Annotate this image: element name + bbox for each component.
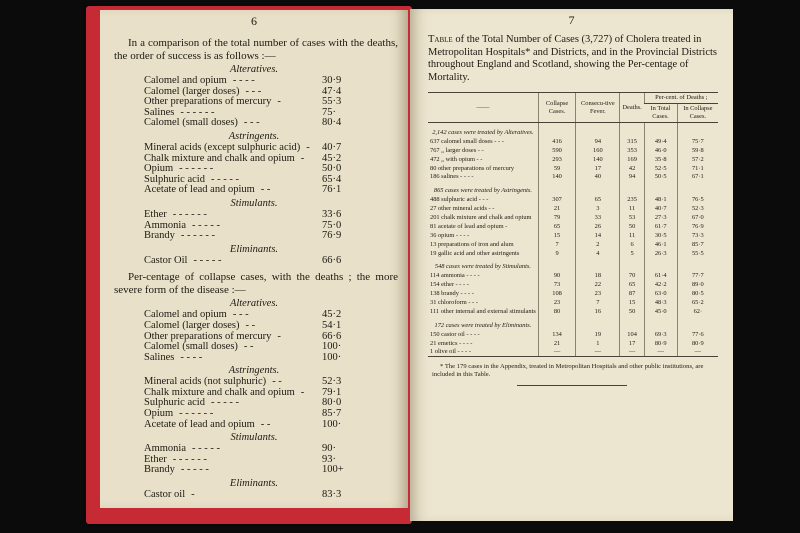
header-consecutive-fever: Consecu-tive Fever.	[576, 93, 620, 123]
collapse-percentage-list	[100, 298, 408, 500]
collapse-cases-cell: 307	[538, 195, 575, 204]
deaths-cell: 353	[620, 146, 644, 155]
header-collapse-cases: Collapse Cases.	[538, 93, 575, 123]
leader-dashes: - -	[260, 184, 271, 196]
remedy-label: Chalk mixture and chalk and opium	[144, 152, 295, 164]
left-page	[100, 10, 408, 508]
remedy-label: Opium	[144, 163, 174, 175]
group-heading-row	[428, 128, 718, 137]
consecutive-fever-cell: 94	[576, 137, 620, 146]
pct-total-cell: 69·3	[644, 330, 677, 339]
consecutive-fever-cell: 22	[576, 280, 620, 289]
group-heading-row	[428, 321, 718, 330]
group-heading-row	[428, 186, 718, 195]
remedy-label: Other preparations of mercury	[144, 330, 272, 342]
pct-collapse-cell: 89·0	[677, 280, 718, 289]
treatment-cell: 31 chloroform - - -	[430, 298, 478, 306]
remedy-label: Acetate of lead and opium	[144, 418, 255, 430]
header-in-total-cases: In Total Cases.	[644, 104, 677, 123]
consecutive-fever-cell: 4	[576, 249, 620, 258]
remedy-label: Chalk mixture and chalk and opium	[144, 386, 295, 398]
remedy-label: Brandy	[144, 230, 175, 242]
leader-dashes: - - - - -	[180, 464, 209, 476]
pct-total-cell: 61·4	[644, 271, 677, 280]
treatment-cell: 27 other mineral acids - -	[430, 205, 495, 213]
order-of-success-list	[100, 64, 408, 266]
consecutive-fever-cell: 26	[576, 222, 620, 231]
table-row	[428, 213, 718, 222]
remedy-value: 50·0	[322, 163, 342, 175]
remedy-label: Castor Oil	[144, 254, 188, 266]
pct-total-cell: 63·0	[644, 289, 677, 298]
leader-dashes: -	[277, 96, 281, 108]
treatment-cell: 80 other preparations of mercury	[430, 164, 515, 172]
collapse-cases-cell: 15	[538, 231, 575, 240]
collapse-intro-paragraph: Per-centage of collapse cases, with the deaths ; the more severe form of the disease :—	[114, 271, 398, 296]
header-deaths: Deaths.	[620, 93, 644, 123]
collapse-cases-cell: 9	[538, 249, 575, 258]
deaths-cell: 11	[620, 231, 644, 240]
collapse-cases-cell: 21	[538, 204, 575, 213]
leader-dashes: -	[191, 489, 195, 501]
table-row	[428, 298, 718, 307]
treatment-cell: 472 „ with opium - -	[430, 155, 483, 163]
pct-total-cell: 27·3	[644, 213, 677, 222]
table-row	[428, 289, 718, 298]
collapse-cases-cell: 23	[538, 298, 575, 307]
remedy-label: Sulphuric acid	[144, 397, 205, 409]
remedy-value: 65·4	[322, 173, 342, 185]
collapse-cases-cell: 293	[538, 155, 575, 164]
leader-dashes: - - - - - -	[180, 230, 216, 242]
section-heading: Astringents.	[228, 365, 280, 377]
collapse-cases-cell: 108	[538, 289, 575, 298]
consecutive-fever-cell: 40	[576, 172, 620, 181]
group-heading-row	[428, 262, 718, 271]
table-row	[428, 240, 718, 249]
consecutive-fever-cell: 65	[576, 195, 620, 204]
consecutive-fever-cell: 3	[576, 204, 620, 213]
pct-total-cell: 30·5	[644, 231, 677, 240]
section-heading: Alteratives.	[229, 298, 279, 310]
treatment-cell: 154 ether - - - -	[430, 281, 469, 289]
table-row	[428, 204, 718, 213]
pct-collapse-cell: 76·9	[677, 222, 718, 231]
pct-total-cell: 61·7	[644, 222, 677, 231]
table-title-lead: Table	[428, 34, 453, 45]
remedy-value: 80·0	[322, 397, 342, 409]
pct-collapse-cell: 73·3	[677, 231, 718, 240]
table-title	[410, 28, 733, 84]
page-number: 7	[568, 13, 575, 27]
deaths-cell: 315	[620, 137, 644, 146]
remedy-label: Calomel (larger doses)	[144, 319, 240, 331]
pct-collapse-cell: 76·5	[677, 195, 718, 204]
group-heading: 2,142 cases were treated by Alteratives.	[432, 128, 534, 136]
pct-collapse-cell: 55·5	[677, 249, 718, 258]
pct-collapse-cell: 52·3	[677, 204, 718, 213]
collapse-cases-cell: 140	[538, 172, 575, 181]
remedy-label: Ammonia	[144, 219, 186, 231]
remedy-value: 85·7	[322, 408, 342, 420]
remedy-label: Calomel (larger doses)	[144, 85, 240, 97]
pct-total-cell: 42·2	[644, 280, 677, 289]
pct-total-cell: 50·5	[644, 172, 677, 181]
table-row	[428, 137, 718, 146]
remedy-label: Ether	[144, 208, 167, 220]
consecutive-fever-cell: 7	[576, 298, 620, 307]
table-row	[428, 339, 718, 348]
collapse-cases-cell: 80	[538, 307, 575, 316]
remedy-value: 45·2	[322, 309, 342, 321]
remedy-label: Calomel and opium	[144, 75, 227, 86]
remedy-row	[100, 420, 408, 431]
leader-dashes: - - - - - -	[180, 106, 215, 118]
remedy-label: Salines	[144, 106, 175, 118]
pct-total-cell: 35·8	[644, 155, 677, 164]
deaths-cell: 6	[620, 240, 644, 249]
deaths-cell: 87	[620, 289, 644, 298]
leader-dashes: - -	[245, 319, 256, 331]
deaths-cell: 94	[620, 172, 644, 181]
pct-collapse-cell: 85·7	[677, 240, 718, 249]
remedy-label: Salines	[144, 351, 175, 363]
treatment-cell: 150 castor oil - - - -	[430, 330, 480, 338]
remedy-value: 79·1	[322, 386, 342, 398]
leader-dashes: -	[300, 152, 305, 164]
remedy-label: Brandy	[144, 464, 175, 476]
remedy-label: Ammonia	[144, 443, 186, 455]
remedy-value: 54·1	[322, 319, 342, 331]
remedy-label: Calomel and opium	[144, 309, 227, 321]
leader-dashes: - - - - - -	[172, 453, 207, 465]
treatment-cell: 21 emetics - - - -	[430, 339, 473, 347]
remedy-label: Calomel (small doses)	[144, 341, 238, 353]
deaths-cell: 50	[620, 222, 644, 231]
remedy-label: Acetate of lead and opium	[144, 184, 255, 196]
leader-dashes: -	[306, 141, 310, 153]
table-body	[428, 123, 718, 357]
remedy-value: 66·6	[322, 254, 342, 266]
section-heading: Eliminants.	[229, 243, 279, 255]
page-number: 6	[251, 14, 257, 28]
deaths-cell: 235	[620, 195, 644, 204]
deaths-cell: 53	[620, 213, 644, 222]
remedy-value: 52·3	[322, 376, 342, 388]
deaths-cell: 42	[620, 164, 644, 173]
consecutive-fever-cell: 2	[576, 240, 620, 249]
deaths-cell: 11	[620, 204, 644, 213]
remedy-value: 100+	[322, 464, 344, 476]
deaths-cell: 169	[620, 155, 644, 164]
pct-collapse-cell: 71·1	[677, 164, 718, 173]
pct-collapse-cell: 67·0	[677, 213, 718, 222]
header-percent-deaths: Per-cent. of Deaths ;	[644, 93, 718, 104]
collapse-cases-cell: 416	[538, 137, 575, 146]
table-row	[428, 330, 718, 339]
pct-total-cell: —	[644, 347, 677, 356]
collapse-cases-cell: 590	[538, 146, 575, 155]
leader-dashes: - -	[243, 341, 254, 353]
treatment-cell: 114 ammonia - - - -	[430, 272, 480, 280]
remedy-row	[100, 465, 408, 476]
treatment-cell: 767 „ larger doses - -	[430, 146, 484, 154]
group-heading: 865 cases were treated by Astringents.	[433, 187, 532, 195]
deaths-cell: 5	[620, 249, 644, 258]
remedy-label: Opium	[144, 408, 174, 420]
remedy-value: 75·	[322, 106, 336, 118]
table-row	[428, 164, 718, 173]
section-heading: Stimulants.	[230, 432, 278, 444]
treatment-cell: 36 opium - - - -	[430, 231, 470, 239]
remedy-value: 90·	[322, 443, 336, 455]
remedy-value: 66·6	[322, 330, 342, 342]
leader-dashes: - -	[260, 418, 271, 430]
remedy-value: 76·9	[322, 230, 342, 242]
consecutive-fever-cell: —	[576, 347, 620, 356]
collapse-cases-cell: 65	[538, 222, 575, 231]
remedy-label: Other preparations of mercury	[144, 96, 272, 108]
pct-total-cell: 45·0	[644, 307, 677, 316]
table-row	[428, 280, 718, 289]
deaths-cell: 104	[620, 330, 644, 339]
treatment-cell: 488 sulphuric acid - - -	[430, 196, 489, 204]
table-row	[428, 307, 718, 316]
deaths-cell: 70	[620, 271, 644, 280]
pct-collapse-cell: —	[677, 347, 718, 356]
table-row	[428, 222, 718, 231]
treatment-cell: 13 preparations of iron and alum	[430, 240, 514, 248]
leader-dashes: - - - - -	[192, 219, 220, 231]
remedy-row	[100, 353, 408, 364]
remedy-row	[100, 256, 408, 267]
table-row	[428, 155, 718, 164]
end-rule	[517, 385, 627, 386]
treatment-cell: 637 calomel small doses - - -	[430, 137, 504, 145]
remedy-value: 100·	[322, 341, 342, 353]
remedy-row	[100, 185, 408, 196]
consecutive-fever-cell: 14	[576, 231, 620, 240]
treatment-cell: 201 chalk mixture and chalk and opium	[430, 213, 532, 221]
deaths-cell: 65	[620, 280, 644, 289]
collapse-cases-cell: —	[538, 347, 575, 356]
consecutive-fever-cell: 17	[576, 164, 620, 173]
leader-dashes: -	[277, 330, 281, 342]
section-heading: Eliminants.	[229, 478, 279, 490]
treatment-cell: 186 salines - - - -	[430, 173, 474, 181]
treatment-cell: 81 acetate of lead and opium -	[430, 222, 508, 230]
remedy-value: 100·	[322, 418, 342, 430]
remedy-value: 47·4	[322, 85, 342, 97]
consecutive-fever-cell: 19	[576, 330, 620, 339]
collapse-cases-cell: 21	[538, 339, 575, 348]
pct-collapse-cell: 80·5	[677, 289, 718, 298]
remedy-value: 76·1	[322, 184, 342, 196]
deaths-cell: —	[620, 347, 644, 356]
collapse-cases-cell: 79	[538, 213, 575, 222]
footnote: * The 179 cases in the Appendix, treated in Metropolitan Hospitals and other public institutions, are included in this Table.	[432, 363, 704, 379]
leader-dashes: - - - - -	[210, 397, 239, 409]
consecutive-fever-cell: 16	[576, 307, 620, 316]
group-heading: 172 cases were treated by Eliminants.	[434, 321, 532, 329]
consecutive-fever-cell: 140	[576, 155, 620, 164]
remedy-row	[100, 118, 408, 129]
leader-dashes: - - - - -	[192, 443, 220, 455]
treatment-cell: 1 olive oil - - - -	[428, 347, 538, 356]
pct-total-cell: 26·3	[644, 249, 677, 258]
pct-total-cell: 49·4	[644, 137, 677, 146]
section-heading: Stimulants.	[230, 197, 278, 209]
pct-total-cell: 48·3	[644, 298, 677, 307]
deaths-cell: 50	[620, 307, 644, 316]
pct-total-cell: 52·5	[644, 164, 677, 173]
right-page	[410, 9, 733, 521]
pct-total-cell: 46·1	[644, 240, 677, 249]
remedy-label: Calomel (small doses)	[144, 117, 238, 129]
deaths-cell: 17	[620, 339, 644, 348]
table-row	[428, 195, 718, 204]
pct-collapse-cell: 80·9	[677, 339, 718, 348]
pct-collapse-cell: 65·2	[677, 298, 718, 307]
remedy-label: Sulphuric acid	[144, 173, 205, 185]
consecutive-fever-cell: 1	[576, 339, 620, 348]
treatment-cell: 19 gallic acid and other astringents	[430, 249, 520, 257]
pct-total-cell: 46·0	[644, 146, 677, 155]
remedy-value: 30·9	[322, 75, 342, 86]
pct-collapse-cell: 77·7	[677, 271, 718, 280]
consecutive-fever-cell: 23	[576, 289, 620, 298]
intro-paragraph: In a comparison of the total number of cases with the deaths, the order of success is as follows :—	[114, 37, 398, 62]
pct-total-cell: 48·1	[644, 195, 677, 204]
table-row	[428, 231, 718, 240]
collapse-cases-cell: 7	[538, 240, 575, 249]
remedy-value: 83·3	[322, 489, 342, 501]
remedy-label: Mineral acids (except sulphuric acid)	[144, 141, 301, 153]
remedy-label: Ether	[144, 453, 167, 465]
leader-dashes: - - - - -	[193, 254, 222, 266]
leader-dashes: - - - - - -	[172, 208, 207, 220]
pct-collapse-cell: 67·1	[677, 172, 718, 181]
collapse-cases-cell: 134	[538, 330, 575, 339]
leader-dashes: - -	[272, 376, 282, 388]
remedy-label: Castor oil	[144, 489, 186, 501]
remedy-value: 33·6	[322, 208, 342, 220]
header-blank: ——	[428, 93, 538, 123]
remedy-value: 55·3	[322, 96, 342, 108]
leader-dashes: - - - - - -	[179, 408, 214, 420]
consecutive-fever-cell: 160	[576, 146, 620, 155]
table-row	[428, 146, 718, 155]
consecutive-fever-cell: 18	[576, 271, 620, 280]
pct-collapse-cell: 57·2	[677, 155, 718, 164]
leader-dashes: - - - - -	[210, 173, 239, 185]
remedy-value: 100·	[322, 351, 342, 363]
remedy-row	[100, 490, 408, 501]
leader-dashes: - - -	[245, 85, 262, 97]
remedy-value: 40·7	[322, 141, 342, 153]
leader-dashes: -	[300, 386, 305, 398]
consecutive-fever-cell: 33	[576, 213, 620, 222]
collapse-cases-cell: 73	[538, 280, 575, 289]
table-row	[428, 271, 718, 280]
collapse-cases-cell: 90	[538, 271, 575, 280]
pct-collapse-cell: 77·6	[677, 330, 718, 339]
mortality-table	[428, 92, 718, 357]
group-heading: 548 cases were treated by Stimulants.	[434, 263, 531, 271]
remedy-value: 75·0	[322, 219, 342, 231]
remedy-value: 93·	[322, 453, 336, 465]
leader-dashes: - - - -	[232, 75, 255, 86]
pct-collapse-cell: 59·8	[677, 146, 718, 155]
leader-dashes: - - - - - -	[179, 163, 214, 175]
remedy-row	[100, 231, 408, 242]
pct-collapse-cell: 75·7	[677, 137, 718, 146]
header-in-collapse-cases: In Collapse Cases.	[677, 104, 718, 123]
section-heading: Alteratives.	[229, 64, 279, 75]
deaths-cell: 15	[620, 298, 644, 307]
table-title-text: of the Total Number of Cases (3,727) of Cholera treated in Metropolitan Hospitals* and Districts, and in the Provincial Districts throughout England and Scotland, showing the Per-centage of Mortality.	[428, 34, 718, 83]
pct-total-cell: 40·7	[644, 204, 677, 213]
treatment-cell: 138 brandy - - - -	[430, 290, 474, 298]
remedy-value: 45·2	[322, 152, 342, 164]
treatment-cell: 111 other internal and external stimulants	[430, 307, 536, 315]
table-row	[428, 347, 718, 356]
pct-total-cell: 80·9	[644, 339, 677, 348]
table-row	[428, 172, 718, 181]
leader-dashes: - - -	[232, 309, 249, 321]
remedy-value: 80·4	[322, 117, 342, 129]
remedy-label: Mineral acids (not sulphuric)	[144, 376, 267, 388]
table-row	[428, 249, 718, 258]
leader-dashes: - - - -	[180, 351, 203, 363]
pct-collapse-cell: 62·	[677, 307, 718, 316]
collapse-cases-cell: 59	[538, 164, 575, 173]
leader-dashes: - - -	[243, 117, 260, 129]
section-heading: Astringents.	[228, 130, 280, 142]
